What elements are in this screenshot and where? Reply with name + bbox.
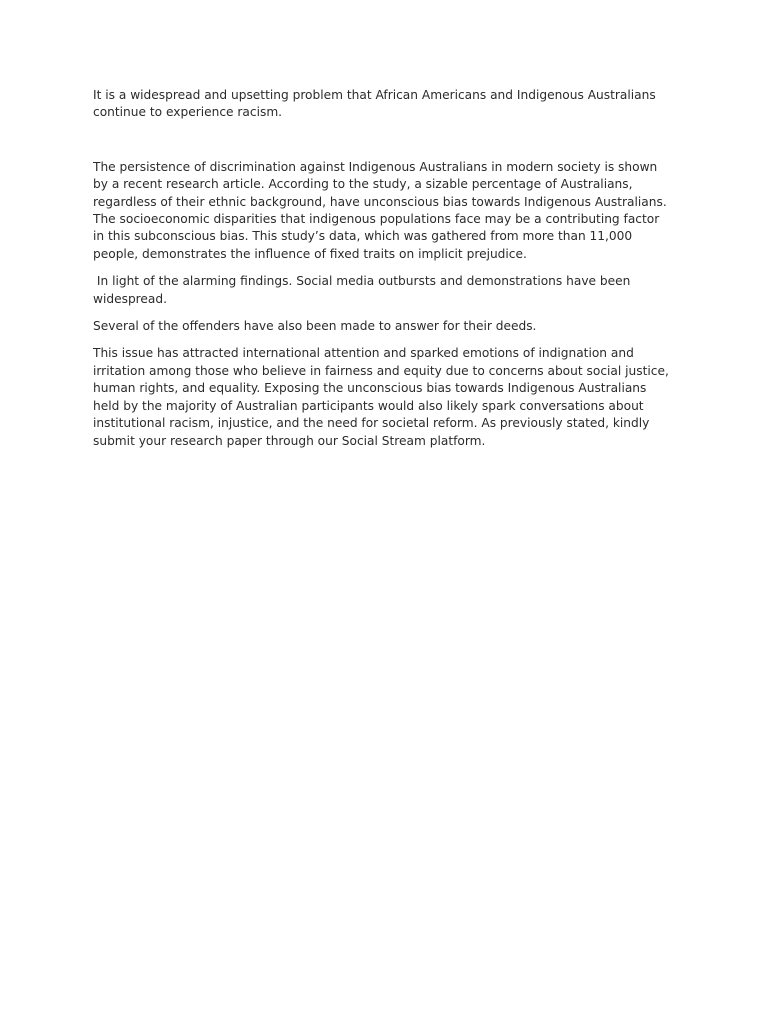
paragraph-offenders: Several of the offenders have also been made to answer for their deeds. [93, 319, 537, 334]
paragraph-study: The persistence of discrimination against Indigenous Australians in modern society is shown by a recent research article. According to the study, a sizable percentage of Australians, regardless of their ethnic background, have unconscious bias towards Indigenous Australians. The socioeconomic disparities that indigenous populations face may be a contributing factor in this subconscious bias. This study’s data, which was gathered from more than 11,000 people, demonstrates the influence of fixed traits on implicit prejudice. [93, 159, 667, 261]
paragraph-intro: It is a widespread and upsetting problem that African Americans and Indigenous Australians continue to experience racism. [93, 88, 656, 120]
paragraph-issue: This issue has attracted international attention and sparked emotions of indignation and irritation among those who believe in fairness and equity due to concerns about social justice, human rights, and equality. Exposing the unconscious bias towards Indigenous Australians held by the majority of Australian participants would also likely spark conversations about institutional racism, injustice, and the need for societal reform. As previously stated, kindly submit your research paper through our Social Stream platform. [93, 346, 669, 448]
paragraph-findings: In light of the alarming findings. Social media outbursts and demonstrations have been widespread. [93, 274, 635, 306]
document-body [93, 87, 673, 450]
